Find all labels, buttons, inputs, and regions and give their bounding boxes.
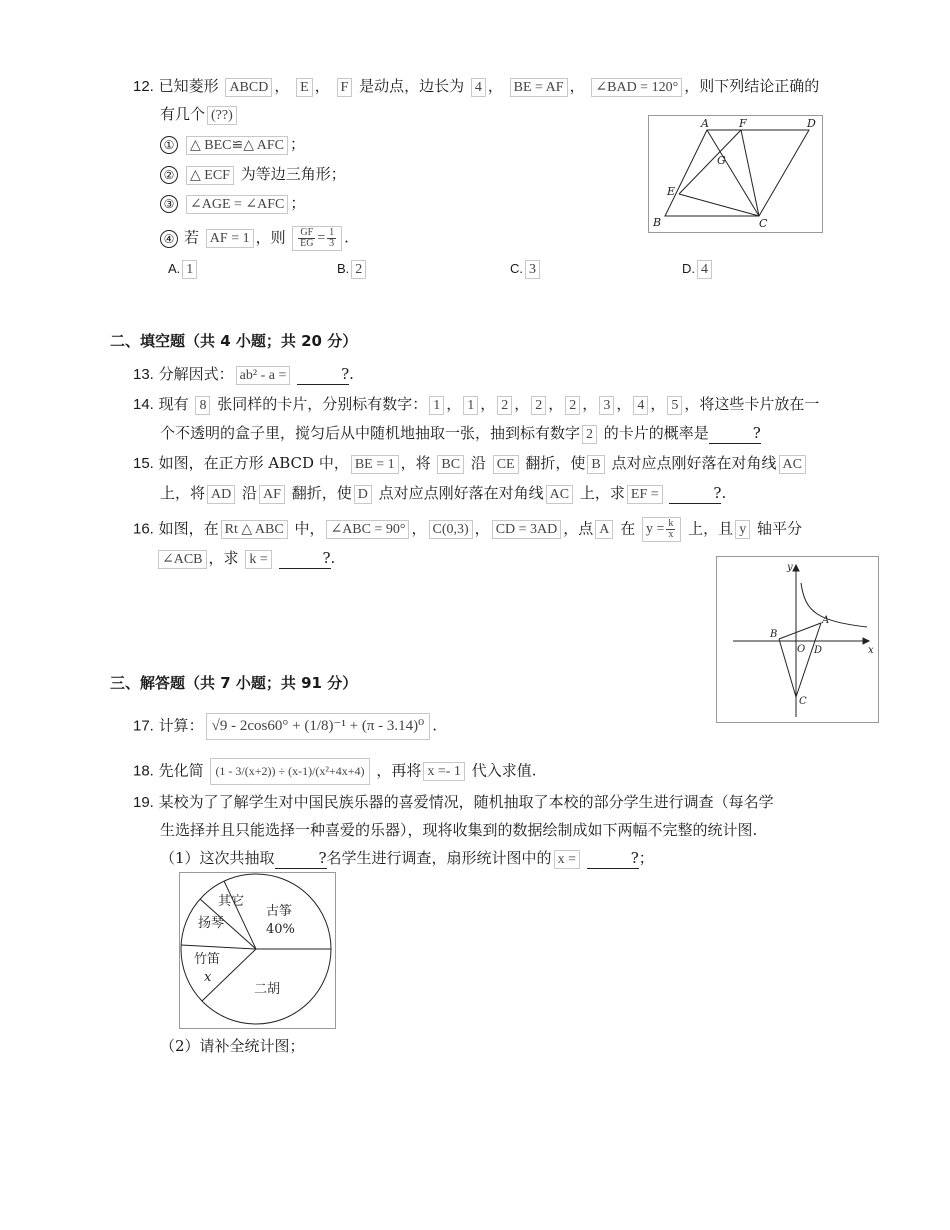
question-number: 14. bbox=[133, 396, 154, 413]
q19-line1: 19. 某校为了了解学生对中国民族乐器的喜爱情况，随机抽取了本校的部分学生进行调查（每名学 bbox=[133, 793, 774, 811]
label-dizi-value: x bbox=[204, 970, 212, 985]
q12-option-d[interactable]: D. 4 bbox=[682, 259, 714, 279]
q12-statement-1: ① △ BEC≌△ AFC ； bbox=[160, 134, 305, 155]
q14-line1: 14. 现有 8 张同样的卡片，分别标有数字： 1 ， 1 ， 2 ， 2 ， 2 ， 3 ， 4 ， 5 ，将这些卡片放在一 bbox=[133, 395, 820, 413]
slice-divider-yangqin-dizi bbox=[181, 945, 256, 949]
question-number: 15. bbox=[133, 455, 154, 472]
rhombus-figure bbox=[648, 115, 823, 233]
label-o: O bbox=[797, 644, 806, 655]
question-number: 12. bbox=[133, 78, 154, 95]
hyperbola-figure bbox=[716, 556, 879, 723]
slice-divider-guzheng-other bbox=[224, 881, 256, 949]
label-erhu: 二胡 bbox=[254, 982, 281, 997]
label-guzheng: 古筝 bbox=[266, 904, 293, 919]
label-b: B bbox=[770, 629, 778, 640]
question-number: 19. bbox=[133, 794, 154, 811]
segment-ec bbox=[679, 194, 759, 216]
x-axis-arrow bbox=[863, 638, 869, 644]
label-f: F bbox=[739, 117, 747, 130]
segment-fc bbox=[741, 130, 759, 216]
q12-statement-4: ④ 若 AF = 1 ，则 $\frac{GF}{EG}$ = $\frac{1}{3}$ . bbox=[160, 226, 349, 251]
label-c: C bbox=[799, 696, 807, 707]
question-number: 13. bbox=[133, 366, 154, 383]
q19-part1: （1）这次共抽取 ?名学生进行调查，扇形统计图中的 x = ?； bbox=[160, 849, 654, 867]
answer-blank[interactable]: ? bbox=[297, 364, 349, 385]
q12-option-c[interactable]: C. 3 bbox=[510, 259, 542, 279]
q13: 13. 分解因式： ab² - a = ?. bbox=[133, 365, 354, 383]
q15-line1: 15. 如图，在正方形 ABCD 中， BE = 1 ，将 BC 沿 CE 翻折，使 B 点对应点刚好落在对角线 AC bbox=[133, 453, 808, 474]
label-d: D bbox=[814, 645, 823, 656]
q14-line2: 个不透明的盒子里，搅匀后从中随机地抽取一张，抽到标有数字 2 的卡片的概率是 ? bbox=[160, 424, 761, 442]
q18: 18. 先化简 (1 - 3/(x+2)) ÷ (x-1)/(x²+4x+4) ，再将 x =- 1 代入求值. bbox=[133, 758, 536, 785]
segment-ca bbox=[796, 623, 821, 697]
label-yangqin: 扬琴 bbox=[198, 916, 225, 931]
diagonal-ac bbox=[707, 130, 759, 216]
label-y: y bbox=[787, 562, 793, 573]
label-d: D bbox=[807, 117, 816, 130]
section-2-title: 二、填空题（共 4 小题；共 20 分） bbox=[110, 332, 358, 350]
q12-line2: 有几个 (??) bbox=[160, 104, 239, 125]
label-other: 其它 bbox=[218, 894, 245, 909]
q12-option-a[interactable]: A. 1 bbox=[168, 259, 199, 279]
label-b: B bbox=[653, 216, 662, 229]
label-a: A bbox=[822, 615, 830, 626]
coordinate-diagram bbox=[717, 557, 878, 722]
answer-blank[interactable]: ? bbox=[709, 423, 761, 444]
segment-ba bbox=[779, 623, 821, 639]
question-number: 17. bbox=[133, 717, 154, 735]
y-axis-arrow bbox=[793, 565, 799, 571]
rhombus-diagram bbox=[649, 116, 822, 232]
q12-option-b[interactable]: B. 2 bbox=[337, 259, 368, 279]
label-e: E bbox=[667, 185, 676, 198]
label-a: A bbox=[701, 117, 709, 130]
q12-statement-2: ② △ ECF 为等边三角形； bbox=[160, 164, 346, 185]
pie-chart-figure bbox=[179, 872, 336, 1029]
segment-bc bbox=[779, 639, 796, 697]
pie-chart bbox=[180, 873, 335, 1028]
q15-line2: 上，将 AD 沿 AF 翻折，使 D 点对应点刚好落在对角线 AC 上，求 EF = ?. bbox=[160, 484, 727, 502]
q19-line2: 生选择并且只能选择一种喜爱的乐器），现将收集到的数据绘制成如下两幅不完整的统计图. bbox=[160, 821, 758, 839]
q19-part2: （2）请补全统计图； bbox=[160, 1037, 305, 1055]
question-number: 18. bbox=[133, 762, 154, 780]
question-number: 16. bbox=[133, 520, 154, 538]
q16-line1: 16. 如图，在 Rt △ ABC 中， ∠ABC = 90° ， C(0,3) ， CD = 3AD ，点 A 在 y = $\frac{k}{x}$ 上，且 y 轴平分 bbox=[133, 518, 802, 540]
q12-line1: 12. 已知菱形 ABCD ， E ， F 是动点，边长为 4 ， BE = AF ， ∠BAD = 120° ，则下列结论正确的 bbox=[133, 77, 820, 95]
answer-blank[interactable]: ? bbox=[587, 848, 639, 869]
rhombus-outline bbox=[665, 130, 809, 216]
segment-ef bbox=[679, 130, 741, 194]
label-g: G bbox=[717, 154, 726, 167]
label-dizi: 竹笛 bbox=[194, 952, 221, 967]
label-guzheng-percent: 40% bbox=[266, 922, 295, 937]
q12-statement-3: ③ ∠AGE = ∠AFC ； bbox=[160, 193, 305, 214]
q17: 17. 计算： √9 - 2cos60° + (1/8)⁻¹ + (π - 3.14)⁰ . bbox=[133, 713, 437, 740]
section-3-title: 三、解答题（共 7 小题；共 91 分） bbox=[110, 674, 358, 692]
q16-line2: ∠ACB ，求 k = ?. bbox=[156, 548, 335, 569]
answer-blank[interactable]: ? bbox=[279, 548, 331, 569]
label-x: x bbox=[868, 645, 874, 656]
answer-blank[interactable]: ? bbox=[669, 483, 721, 504]
answer-blank[interactable]: ? bbox=[275, 848, 327, 869]
hyperbola-curve bbox=[801, 583, 867, 627]
label-c: C bbox=[759, 217, 768, 230]
